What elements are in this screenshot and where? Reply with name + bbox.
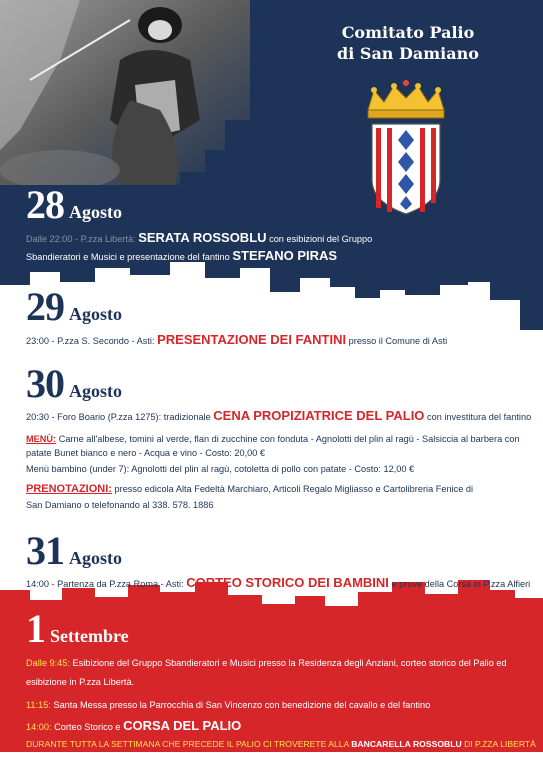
day-28-name: STEFANO PIRAS (232, 248, 338, 263)
day-1-line3 (26, 719, 241, 734)
menu-kids: Menù bambino (under 7): Agnolotti del plin al ragù, cotoletta di pollo con patate - Costo: 12,00 € (26, 464, 415, 474)
crest-icon (360, 80, 452, 215)
pren-text2: San Damiano o telefonando al 338. 578. 1886 (26, 500, 214, 510)
day-30-menu-line2 (26, 447, 265, 460)
footer-bold: BANCARELLA ROSSOBLU (351, 739, 462, 749)
day-28-month: Agosto (69, 202, 122, 222)
day-29-line (26, 333, 447, 348)
day-1-line1 (26, 657, 507, 670)
day-28-desc1: con esibizioni del Gruppo (269, 234, 373, 244)
day-28-event: SERATA ROSSOBLU (138, 230, 267, 245)
footer-pre: DURANTE TUTTA LA SETTIMANA CHE PRECEDE IL PALIO CI TROVERETE ALLA (26, 739, 349, 749)
menu-text2: patate Bunet bianco e nero - Acqua e vino - Costo: 20,00 € (26, 448, 266, 458)
day-29-number: 29 (26, 284, 64, 329)
day-31-month: Agosto (69, 548, 122, 568)
day-1-l3-time: 14:00: (26, 722, 52, 732)
day-30-month: Agosto (69, 381, 122, 401)
day-29-heading (26, 283, 122, 330)
day-29-time: 23:00 - P.zza S. Secondo - Asti: (26, 336, 155, 346)
day-30-pren-line2 (26, 499, 213, 512)
day-31-heading (26, 527, 122, 574)
day-1-l1-text2: esibizione in P.zza Libertà. (26, 677, 135, 687)
day-1-l2-time: 11:15: (26, 700, 51, 710)
day-30-menu-kids (26, 463, 414, 476)
day-1-l3-text: Corteo Storico e (54, 722, 121, 732)
menu-label: MENÙ: (26, 434, 57, 444)
day-28-line2 (26, 249, 337, 264)
day-31-time: 14:00 - Partenza da P.zza Roma - Asti: (26, 579, 184, 589)
day-30-menu-line1 (26, 433, 520, 446)
day-31-event: CORTEO STORICO DEI BAMBINI (186, 575, 389, 590)
jockey-photo (0, 0, 250, 185)
day-28-number: 28 (26, 182, 64, 227)
day-1-month: Settembre (50, 626, 129, 646)
day-30-pren-line1 (26, 483, 473, 496)
day-28-heading (26, 181, 122, 228)
day-28-time: Dalle 22:00 - P.zza Libertà: (26, 234, 136, 244)
header-line2: di San Damiano (337, 44, 479, 63)
day-29-event: PRESENTAZIONE DEI FANTINI (157, 332, 347, 347)
header-title (318, 22, 498, 64)
day-30-heading (26, 360, 122, 407)
footer-post: DI P.ZZA LIBERTÀ (464, 739, 536, 749)
day-1-line1b (26, 676, 134, 689)
day-30-time: 20:30 - Foro Boario (P.zza 1275): tradizionale (26, 412, 211, 422)
footer-note (26, 738, 536, 751)
day-1-l2-text: Santa Messa presso la Parrocchia di San Vincenzo con benedizione del cavallo e del fantino (53, 700, 431, 710)
menu-text1: Carne all'albese, tomini al verde, flan di zucchine con fonduta - Agnolotti del plin al ragù - Salsiccia al barbera con (58, 434, 520, 444)
day-29-desc: presso il Comune di Asti (348, 336, 448, 346)
day-1-l1-time: Dalle 9:45: (26, 658, 70, 668)
day-1-number: 1 (26, 606, 45, 651)
day-30-line (26, 409, 531, 424)
day-29-month: Agosto (69, 304, 122, 324)
day-31-desc: e prove della Corsa in P.zza Alfieri (391, 579, 531, 589)
day-30-desc: con investitura del fantino (427, 412, 532, 422)
day-1-l3-event: CORSA DEL PALIO (123, 718, 242, 733)
day-1-line2 (26, 699, 430, 712)
day-1-l1-text: Esibizione del Gruppo Sbandieratori e Musici presso la Residenza degli Anziani, corteo storico del Palio ed (72, 658, 507, 668)
day-31-line (26, 576, 530, 591)
day-28-desc2: Sbandieratori e Musici e presentazione del fantino (26, 252, 230, 262)
day-30-number: 30 (26, 361, 64, 406)
pren-label: PRENOTAZIONI: (26, 483, 112, 495)
header-line1: Comitato Palio (341, 23, 475, 42)
day-30-event: CENA PROPIZIATRICE DEL PALIO (213, 408, 425, 423)
day-28-line1 (26, 231, 372, 246)
day-31-number: 31 (26, 528, 64, 573)
pren-text1: presso edicola Alta Fedeltà Marchiaro, Articoli Regalo Migliasso e Cartolibreria Fenice di (114, 484, 474, 494)
footer-band (0, 752, 543, 768)
day-1-heading (26, 605, 129, 652)
